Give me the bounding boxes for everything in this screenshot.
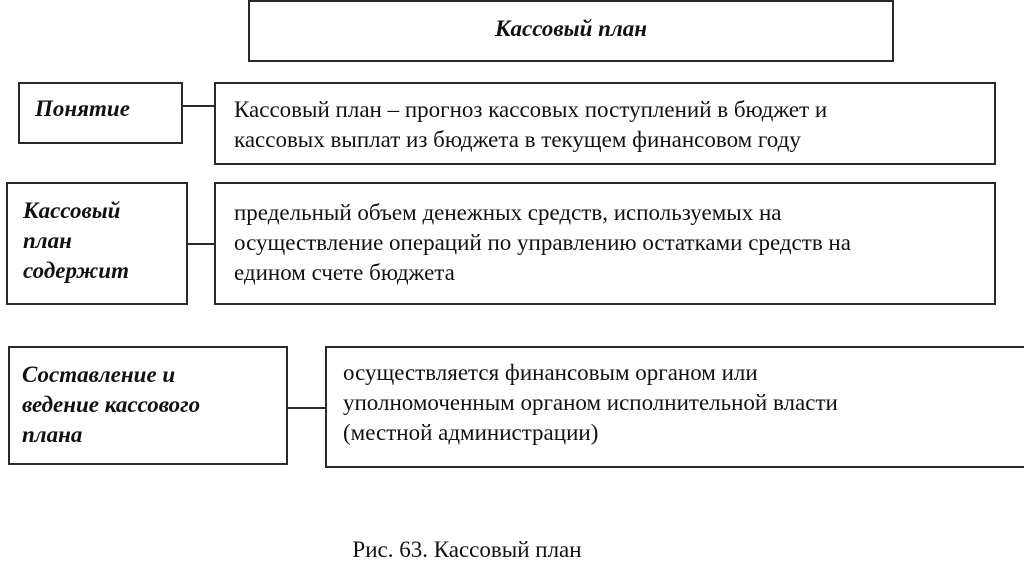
contents-description-line: предельный объем денежных средств, используемых на	[234, 200, 782, 225]
concept-label-line: Понятие	[35, 96, 130, 121]
compilation-label	[10, 348, 286, 450]
compilation-description-line: (местной администрации)	[343, 420, 599, 445]
concept-definition-text	[216, 84, 994, 155]
compilation-label-line: плана	[22, 422, 83, 447]
contents-label-box	[6, 182, 188, 305]
contents-label-line: план	[23, 228, 72, 253]
contents-description-box	[214, 182, 996, 305]
diagram-title: Кассовый план	[494, 16, 648, 41]
compilation-description-text	[327, 348, 1024, 448]
contents-label-line: Кассовый	[23, 198, 121, 223]
contents-description-line: едином счете бюджета	[234, 260, 455, 285]
figure-caption: Рис. 63. Кассовый план	[352, 537, 582, 562]
concept-definition-line: кассовых выплат из бюджета в текущем финансовом году	[234, 127, 801, 152]
concept-label-box	[18, 82, 183, 144]
compilation-description-box	[325, 346, 1024, 468]
contents-label-line: содержит	[23, 258, 129, 283]
compilation-label-box	[8, 346, 288, 465]
compilation-description-line: осуществляется финансовым органом или	[343, 360, 758, 385]
concept-definition-box	[214, 82, 996, 165]
concept-definition-line: Кассовый план – прогноз кассовых поступлений в бюджет и	[234, 97, 828, 122]
title-box	[248, 0, 894, 62]
concept-label	[20, 84, 181, 124]
compilation-label-line: Составление и	[22, 362, 176, 387]
compilation-description-line: уполномоченным органом исполнительной власти	[343, 390, 838, 415]
compilation-label-line: ведение кассового	[22, 392, 201, 417]
compilation-connector-line	[288, 407, 325, 409]
contents-connector-line	[188, 243, 214, 245]
concept-connector-line	[183, 105, 214, 107]
contents-label	[8, 184, 186, 286]
contents-description-text	[216, 184, 994, 288]
contents-description-line: осуществление операций по управлению остатками средств на	[234, 230, 851, 255]
